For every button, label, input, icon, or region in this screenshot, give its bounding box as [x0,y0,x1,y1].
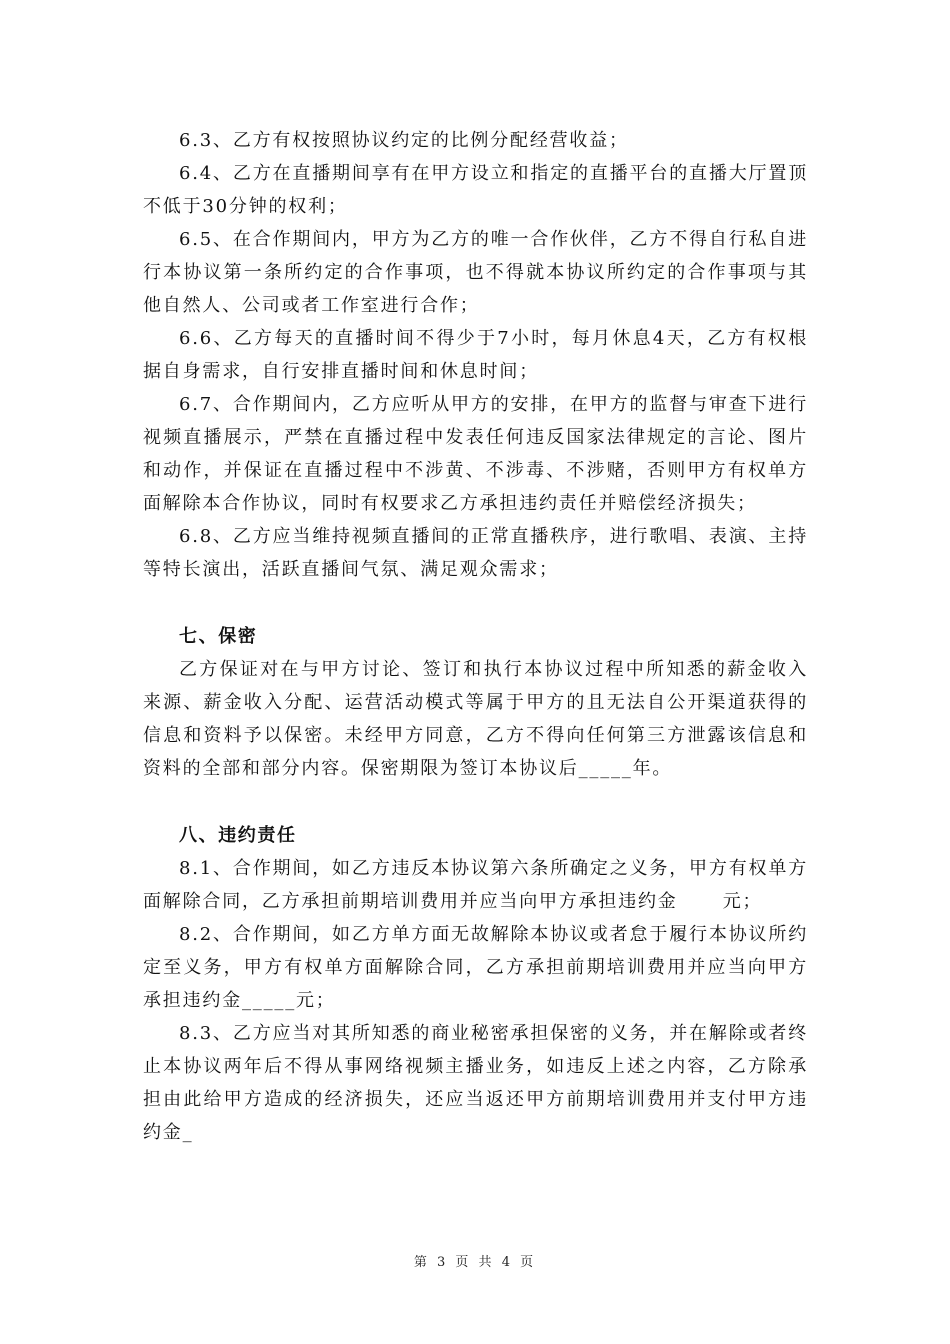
clause-6-6: 6.6、乙方每天的直播时间不得少于7小时，每月休息4天，乙方有权根据自身需求，自行安排直播时间和休息时间； [143,328,808,382]
section-spacer [143,785,808,819]
clause-6-8: 6.8、乙方应当维持视频直播间的正常直播秩序，进行歌唱、表演、主持等特长演出，活跃直播间气氛、满足观众需求； [143,526,808,580]
clause-6-7: 6.7、合作期间内，乙方应听从甲方的安排，在甲方的监督与审查下进行视频直播展示，严禁在直播过程中发表任何违反国家法律规定的言论、图片和动作，并保证在直播过程中不涉黄、不涉毒、不涉赌，否则甲方有权单方面解除本合作协议，同时有权要求乙方承担违约责任并赔偿经济损失； [143,394,808,514]
section-spacer [143,586,808,620]
page-number-footer: 第 3 页 共 4 页 [413,1255,537,1270]
clause-8-2: 8.2、合作期间，如乙方单方面无故解除本协议或者怠于履行本协议所约定至义务，甲方有权单方面解除合同，乙方承担前期培训费用并应当向甲方承担违约金_____元； [143,924,808,1011]
document-page [143,124,808,1149]
clause-8-3: 8.3、乙方应当对其所知悉的商业秘密承担保密的义务，并在解除或者终止本协议两年后不得从事网络视频主播业务，如违反上述之内容，乙方除承担由此给甲方造成的经济损失，还应当返还甲方前期培训费用并支付甲方违约金_ [143,1023,808,1143]
section-8-heading: 八、违约责任 [179,825,297,846]
clause-6-5: 6.5、在合作期间内，甲方为乙方的唯一合作伙伴，乙方不得自行私自进行本协议第一条所约定的合作事项，也不得就本协议所约定的合作事项与其他自然人、公司或者工作室进行合作； [143,229,808,316]
clause-6-4: 6.4、乙方在直播期间享有在甲方设立和指定的直播平台的直播大厅置顶不低于30分钟的权利； [143,163,808,217]
clause-6-3: 6.3、乙方有权按照协议约定的比例分配经营收益； [179,130,629,151]
clause-8-1: 8.1、合作期间，如乙方违反本协议第六条所确定之义务，甲方有权单方面解除合同，乙方承担前期培训费用并应当向甲方承担违约金 元； [143,858,808,912]
section-7-heading: 七、保密 [179,626,258,647]
section-7-body: 乙方保证对在与甲方讨论、签订和执行本协议过程中所知悉的薪金收入来源、薪金收入分配、运营活动模式等属于甲方的且无法自公开渠道获得的信息和资料予以保密。未经甲方同意，乙方不得向任何第三方泄露该信息和资料的全部和部分内容。保密期限为签订本协议后_____年。 [143,659,808,779]
